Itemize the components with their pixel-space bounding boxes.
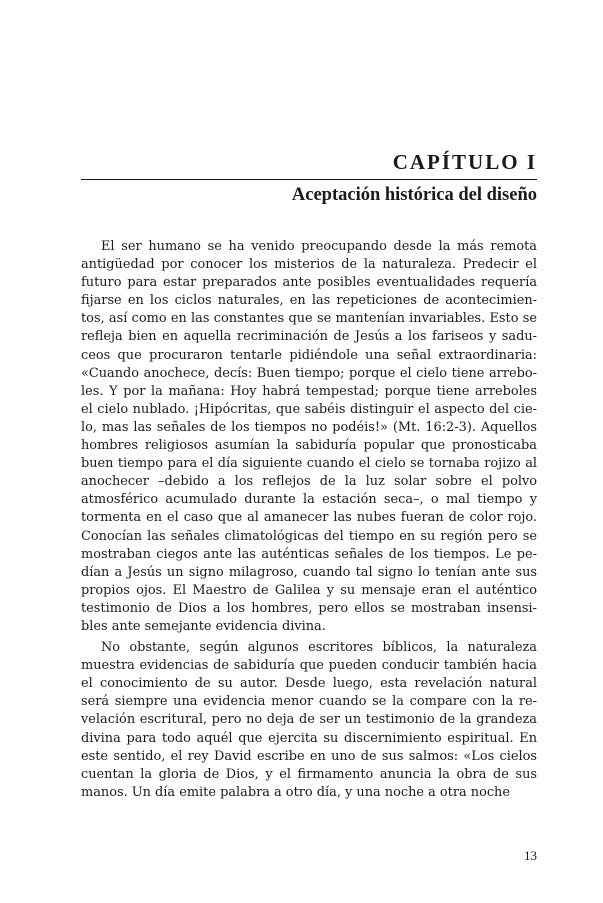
body-text bbox=[81, 238, 537, 805]
chapter-divider bbox=[81, 179, 537, 180]
paragraph: No obstante, según algunos escritores bíblicos, la naturaleza muestra evidencias de sabiduría que pueden conducir también hacia el conocimiento de su autor. Desde luego, esta revelación natural será siempre una evidencia menor cuando se la compare con la revelación escritural, pero no deja de ser un testimonio de la grandeza divina para todo aquél que ejercita su discernimiento espiritual. En este sentido, el rey David escribe en uno de sus salmos: «Los cielos cuentan la gloria de Dios, y el firmamento anuncia la obra de sus manos. Un día emite palabra a otro día, y una noche a otra noche bbox=[81, 640, 537, 800]
paragraph: El ser humano se ha venido preocupando desde la más remota antigüedad por conocer los misterios de la naturaleza. Predecir el futuro para estar preparados ante posibles eventualidades requería fijarse en los ciclos naturales, en las repeticiones de acontecimientos, así como en las constantes que se mantenían invariables. Esto se refleja bien en aquella recriminación de Jesús a los fariseos y saduceos que procuraron tentarle pidiéndole una señal extraordinaria: «Cuando anochece, decís: Buen tiempo; porque el cielo tiene arreboles. Y por la mañana: Hoy habrá tempestad; porque tiene arreboles el cielo nublado. ¡Hipócritas, que sabéis distinguir el aspecto del cielo, mas las señales de los tiempos no podéis!» (Mt. 16:2-3). Aquellos hombres religiosos asumían la sabiduría popular que pronosticaba buen tiempo para el día siguiente cuando el cielo se tornaba rojizo al anochecer –debido a los reflejos de la luz solar sobre el polvo atmosférico acumulado durante la estación seca–, o mal tiempo y tormenta en el caso que al amanecer las nubes fueran de color rojo. Conocían las señales climatológicas del tiempo en su región pero se mostraban ciegos ante las auténticas señales de los tiempos. Le pedían a Jesús un signo milagroso, cuando tal signo lo tenían ante sus propios ojos. El Maestro de Galilea y su mensaje eran el auténtico testimonio de Dios a los hombres, pero ellos se mostraban insensibles ante semejante evidencia divina. bbox=[81, 239, 537, 634]
chapter-number: CAPÍTULO I bbox=[392, 150, 537, 174]
page-number: 13 bbox=[524, 848, 537, 863]
chapter-title: Aceptación histórica del diseño bbox=[291, 185, 537, 205]
chapter-header bbox=[81, 150, 537, 206]
